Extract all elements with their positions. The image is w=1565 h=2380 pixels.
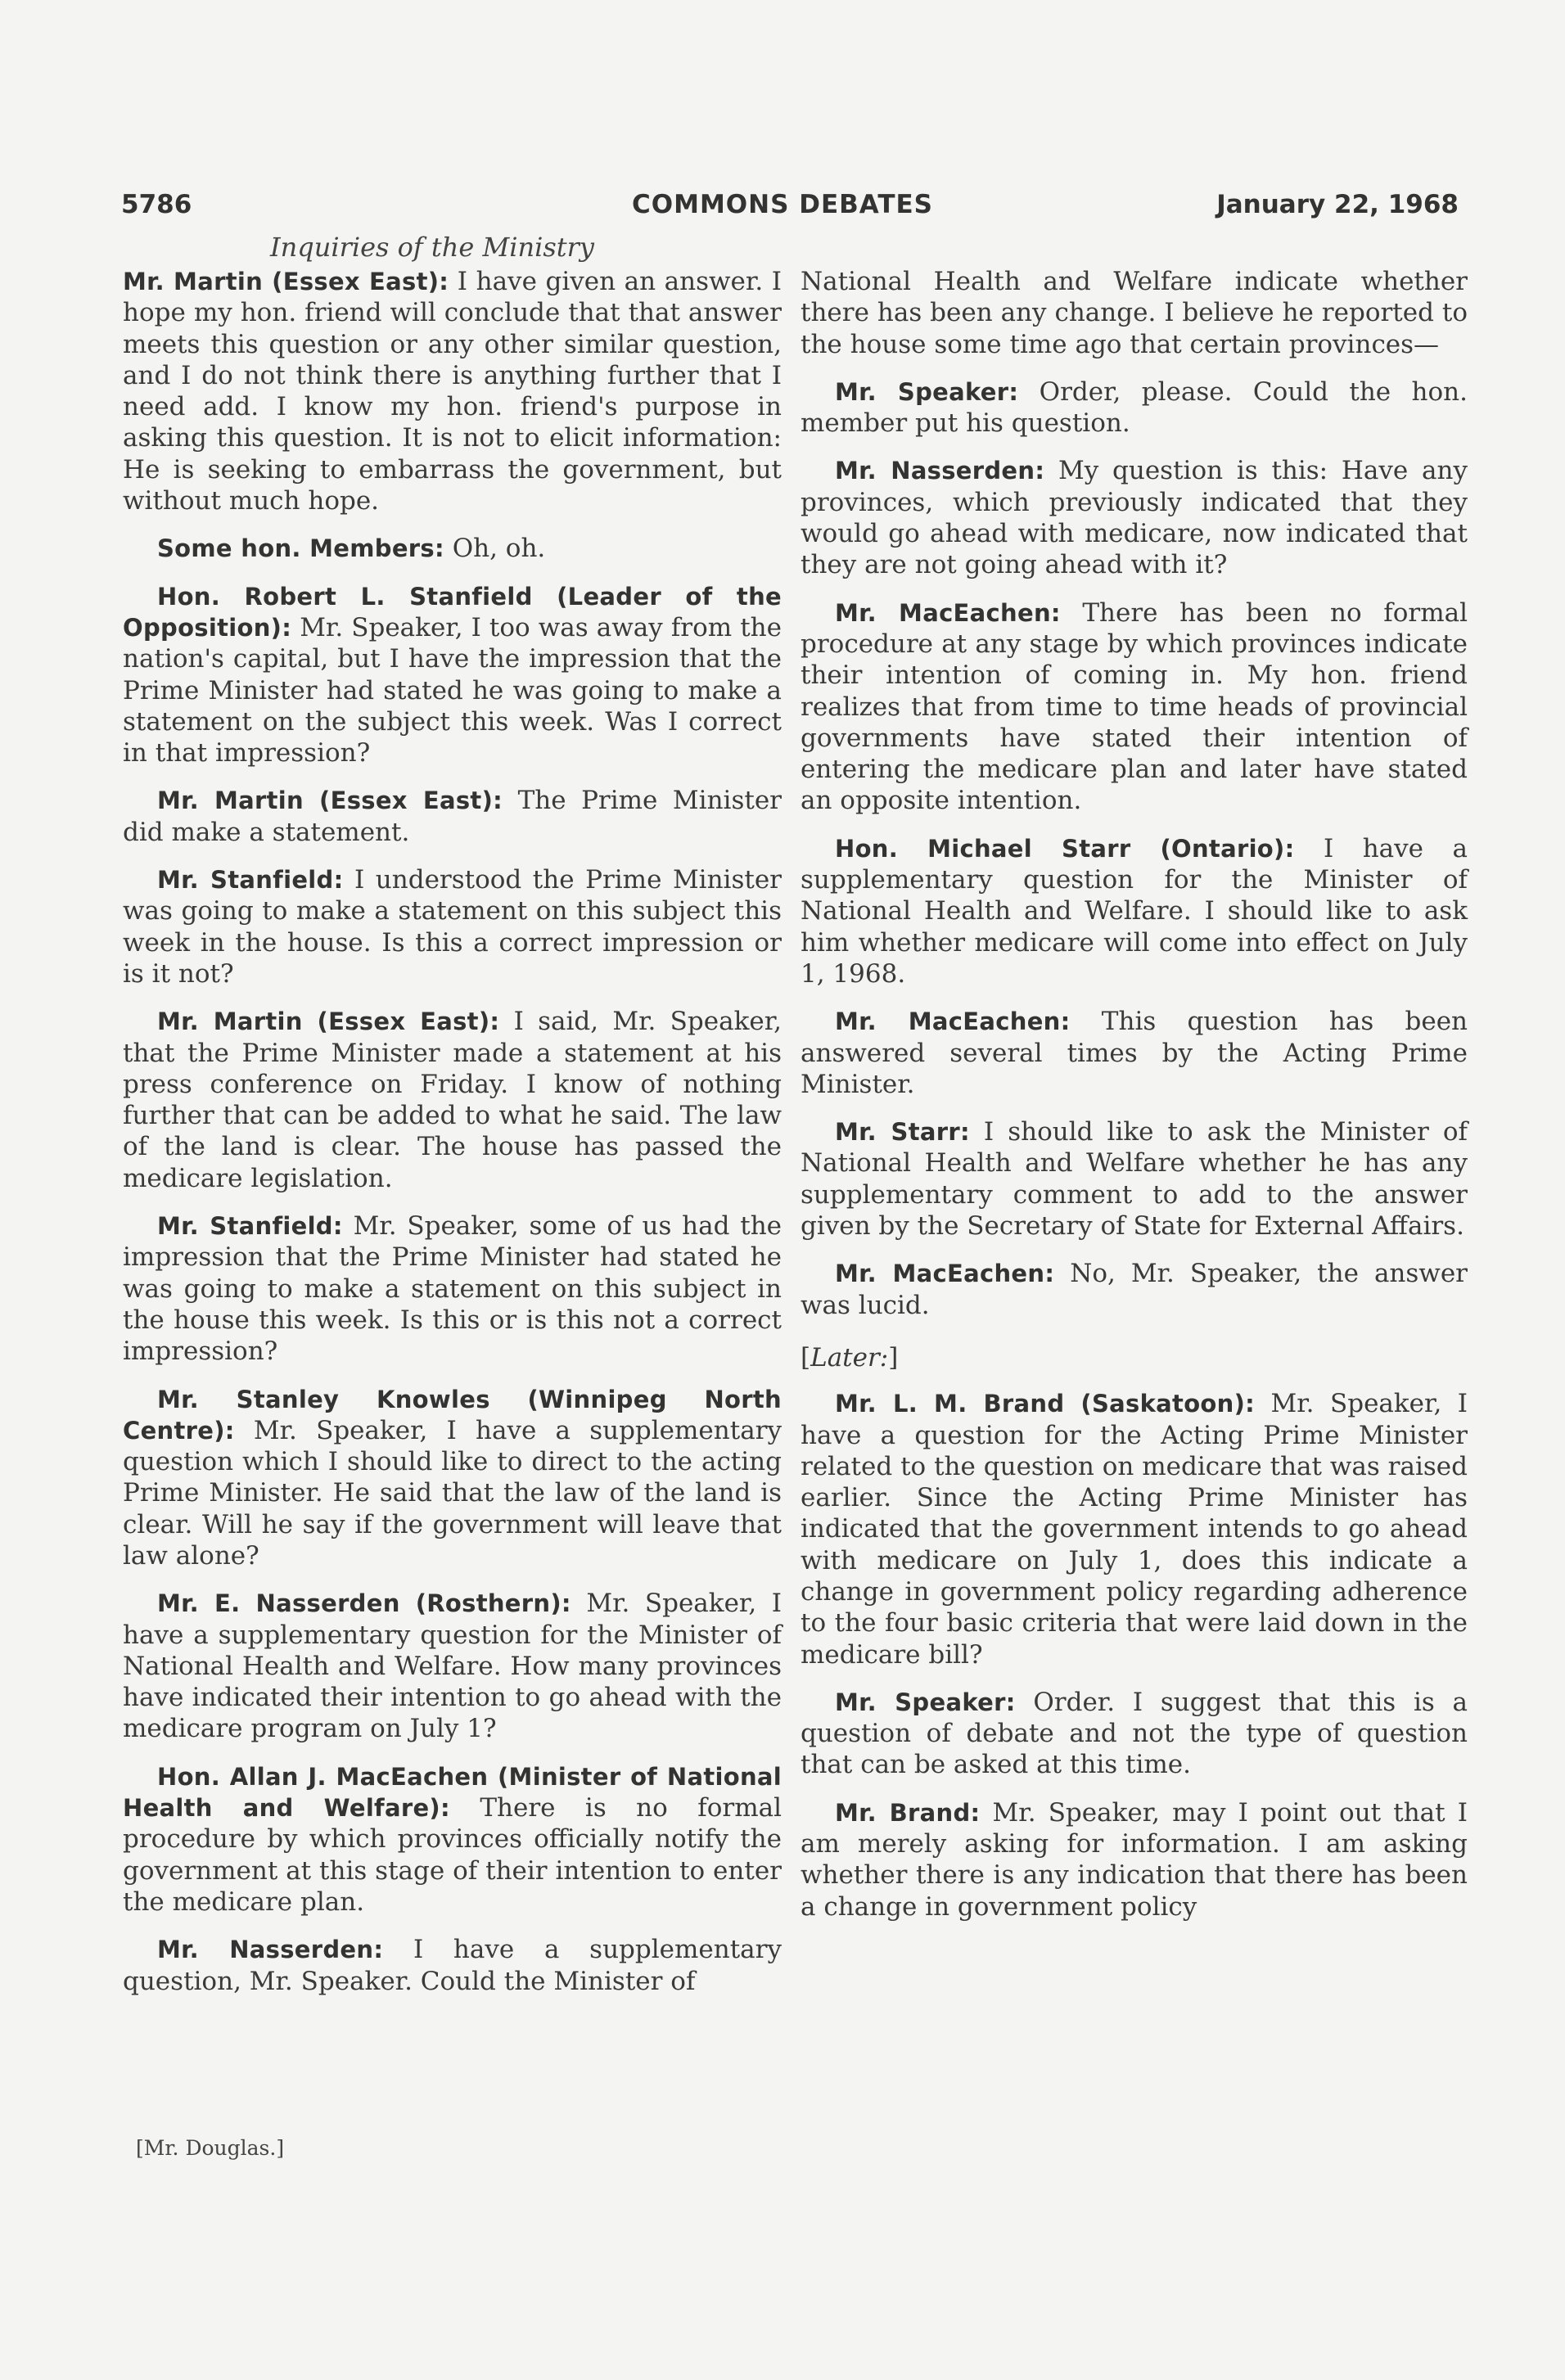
speaker-name: Mr. Stanfield: [157,1212,343,1241]
speech-text: Mr. Speaker, I have a supplementary question for the Minister of National Health and Welfare. How many provinces have indicated their intention to go ahead with the medicare program on July 1? [123,1589,782,1744]
publication-title: COMMONS DEBATES [632,190,933,219]
speaker-name: Mr. Starr: [835,1118,970,1147]
speech-paragraph [801,1797,1468,1922]
speech-text: Oh, oh. [452,534,546,564]
speech-paragraph [123,581,782,769]
speech-text: Mr. Speaker, I have a supplementary question which I should like to direct to the acting Prime Minister. He said that the law of the land is clear. Will he say if the government will leave that law alone? [123,1415,782,1571]
speaker-name: Mr. L. M. Brand (Saskatoon): [835,1390,1256,1418]
speaker-name: Mr. Martin (Essex East): [157,787,503,815]
footer-note: [Mr. Douglas.] [136,2136,285,2160]
speech-paragraph [123,1588,782,1744]
speaker-name: Hon. Michael Starr (Ontario): [835,834,1295,863]
speaker-name: Mr. MacEachen: [835,1007,1071,1036]
speech-text: Mr. Speaker, may I point out that I am merely asking for information. I am asking whether there is any indication that there has been a change in government policy [801,1797,1468,1922]
speech-paragraph [123,785,782,848]
speaker-name: Mr. MacEachen: [835,598,1061,627]
speaker-name: Hon. Allan J. MacEachen (Minister of National Health and Welfare): [123,1762,782,1823]
speech-paragraph [123,1006,782,1194]
speech-text: I should like to ask the Minister of National Health and Welfare whether he has any supplementary comment to add to the answer given by the Secretary of State for External Affairs. [801,1117,1468,1242]
speech-text: I have given an answer. I hope my hon. friend will conclude that that answer meets this question or any other similar question, and I do not think there is anything further that I need add. I know my hon. friend's purpose in asking this question. It is not to elicit information: He is seeking to embarrass the government, but without much hope. [123,267,782,516]
speaker-name: Mr. Stanfield: [157,866,344,895]
speaker-name: Mr. Speaker: [835,1688,1016,1716]
speaker-name: Mr. Martin (Essex East): [157,1007,500,1036]
speaker-name: Mr. Brand: [835,1798,981,1827]
speech-text: There has been no formal procedure at any stage by which provinces indicate their intention of coming in. My hon. friend realizes that from time to time heads of provincial governments have stated their intention of entering the medicare plan and later have stated an opposite intention. [801,597,1468,816]
publication-date: January 22, 1968 [1216,190,1459,219]
speech-text: I understood the Prime Minister was going to make a statement on this subject this week in the house. Is this a correct impression or is it not? [123,865,782,989]
speech-text: Mr. Speaker, I have a question for the Acting Prime Minister related to the question on medicare that was raised earlier. Since the Acting Prime Minister has indicated that the government intends to go ahead with medicare on July 1, does this indicate a change in government policy regarding adherence to the four basic criteria that were laid down in the medicare bill? [801,1389,1468,1670]
speech-text: Mr. Speaker, I too was away from the nation's capital, but I have the impression that the Prime Minister had stated he was going to make a statement on the subject this week. Was I correct in that impression? [123,612,782,769]
left-column [123,266,782,2013]
page-number: 5786 [121,190,192,219]
speech-paragraph [801,376,1468,439]
right-column [801,266,1468,1939]
section-heading: Inquiries of the Ministry [270,232,594,263]
speech-paragraph [123,533,782,564]
speech-text: I have a supplementary question for the Minister of National Health and Welfare. I should like to ask him whether medicare will come into effect on July 1, 1968. [801,833,1468,989]
speaker-name: Mr. Nasserden: [157,1936,384,1964]
speaker-name: Mr. Martin (Essex East): [123,268,449,295]
speech-text: No, Mr. Speaker, the answer was lucid. [801,1259,1468,1320]
speech-text: Order, please. Could the hon. member put his question. [801,376,1468,439]
speech-paragraph [123,266,782,516]
speech-paragraph [123,1384,782,1572]
speaker-name: Some hon. Members: [157,534,444,563]
speech-paragraph [801,1687,1468,1781]
speech-paragraph [801,1388,1468,1670]
speech-paragraph [123,1934,782,1997]
speech-text: Mr. Speaker, some of us had the impression that the Prime Minister had stated he was going to make a statement on this subject in the house this week. Is this or is this not a correct impression? [123,1211,782,1367]
speech-paragraph [801,1116,1468,1242]
speech-paragraph [801,1006,1468,1100]
speech-text: Order. I suggest that this is a question of debate and not the type of question that can be asked at this time. [801,1687,1468,1780]
speaker-name: Mr. Speaker: [835,377,1019,406]
speaker-name: Mr. E. Nasserden (Rosthern): [157,1589,571,1618]
speech-text: There is no formal procedure by which provinces officially notify the government at this stage of their intention to enter the medicare plan. [123,1793,782,1917]
speech-paragraph [801,1258,1468,1321]
speech-paragraph [801,597,1468,817]
speaker-name: Mr. MacEachen: [835,1260,1055,1288]
speech-text: My question is this: Have any provinces, which previously indicated that they would go ahead with medicare, now indicated that they are not going ahead with it? [801,456,1468,580]
speaker-name: Hon. Robert L. Stanfield (Leader of the Opposition): [123,582,782,642]
speech-continuation: National Health and Welfare indicate whether there has been any change. I believe he reported to the house some time ago that certain provinces— [801,267,1468,359]
speech-paragraph [801,833,1468,989]
speaker-name: Mr. Nasserden: [835,457,1045,485]
speaker-name: Mr. Stanley Knowles (Winnipeg North Centre): [123,1385,782,1445]
later-marker: [Later:] [801,1342,899,1373]
speech-text: I have a supplementary question, Mr. Speaker. Could the Minister of [123,1935,782,1996]
speech-text: This question has been answered several times by the Acting Prime Minister. [801,1007,1468,1099]
speech-text: The Prime Minister did make a statement. [123,786,782,847]
speech-paragraph [801,455,1468,580]
speech-paragraph [123,1761,782,1918]
speech-paragraph [123,1210,782,1367]
speech-paragraph [123,864,782,989]
speech-text: I said, Mr. Speaker, that the Prime Minister made a statement at his press conference on Friday. I know of nothing further that can be added to what he said. The law of the land is clear. The house has passed the medicare legislation. [123,1007,782,1193]
later-label: Later: [810,1342,889,1373]
